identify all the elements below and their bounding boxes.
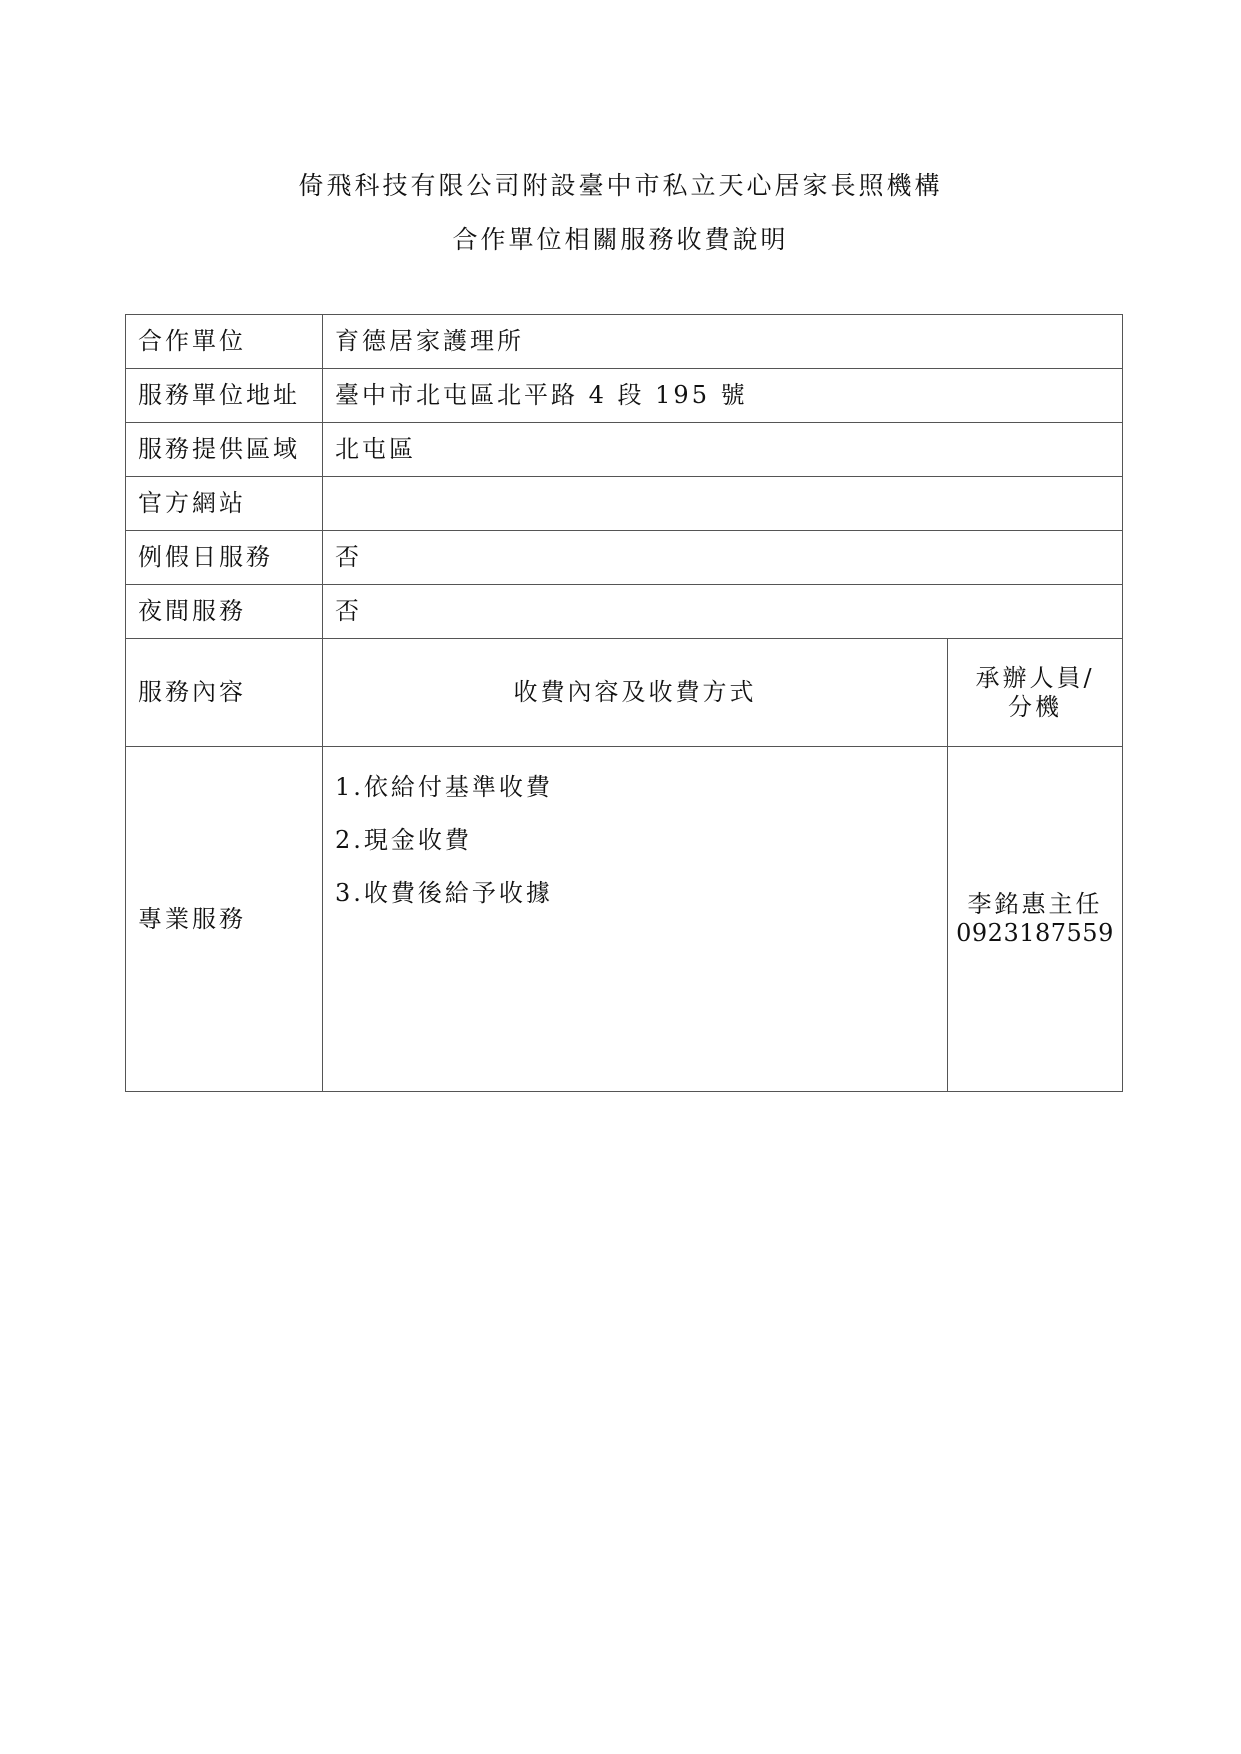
header-fee-method: 收費內容及收費方式 bbox=[323, 639, 948, 747]
value-official-website bbox=[323, 477, 1123, 531]
value-service-area: 北屯區 bbox=[323, 423, 1123, 477]
label-official-website: 官方網站 bbox=[126, 477, 323, 531]
label-holiday-service: 例假日服務 bbox=[126, 531, 323, 585]
table-row-holiday bbox=[126, 531, 1123, 585]
header-contact-line2: 分機 bbox=[1008, 692, 1062, 721]
table-row-night bbox=[126, 585, 1123, 639]
header-contact-line1: 承辦人員/ bbox=[975, 663, 1095, 692]
header-service-content: 服務內容 bbox=[126, 639, 323, 747]
label-partner-unit: 合作單位 bbox=[126, 315, 323, 369]
fee-item: 1.依給付基準收費 bbox=[335, 773, 553, 801]
fee-info-table bbox=[125, 314, 1123, 1092]
table-row-area bbox=[126, 423, 1123, 477]
table-row-address bbox=[126, 369, 1123, 423]
value-night-service: 否 bbox=[323, 585, 1123, 639]
table-row-professional-service bbox=[126, 747, 1123, 1092]
value-partner-unit: 育德居家護理所 bbox=[323, 315, 1123, 369]
fee-item-list bbox=[323, 747, 948, 1092]
contact-phone: 0923187559 bbox=[956, 919, 1114, 947]
label-service-area: 服務提供區域 bbox=[126, 423, 323, 477]
service-name: 專業服務 bbox=[126, 747, 323, 1092]
header-contact bbox=[948, 639, 1123, 747]
label-service-address: 服務單位地址 bbox=[126, 369, 323, 423]
fee-item: 3.收費後給予收據 bbox=[335, 879, 553, 907]
table-row-service-header bbox=[126, 639, 1123, 747]
contact-cell bbox=[948, 747, 1123, 1092]
document-title: 倚飛科技有限公司附設臺中市私立天心居家長照機構 bbox=[298, 171, 943, 200]
document-subtitle: 合作單位相關服務收費說明 bbox=[452, 225, 789, 254]
table-row-website bbox=[126, 477, 1123, 531]
contact-name: 李銘惠主任 bbox=[967, 890, 1103, 919]
table-row-partner bbox=[126, 315, 1123, 369]
value-holiday-service: 否 bbox=[323, 531, 1123, 585]
value-service-address: 臺中市北屯區北平路 4 段 195 號 bbox=[323, 369, 1123, 423]
label-night-service: 夜間服務 bbox=[126, 585, 323, 639]
fee-item: 2.現金收費 bbox=[335, 826, 472, 854]
